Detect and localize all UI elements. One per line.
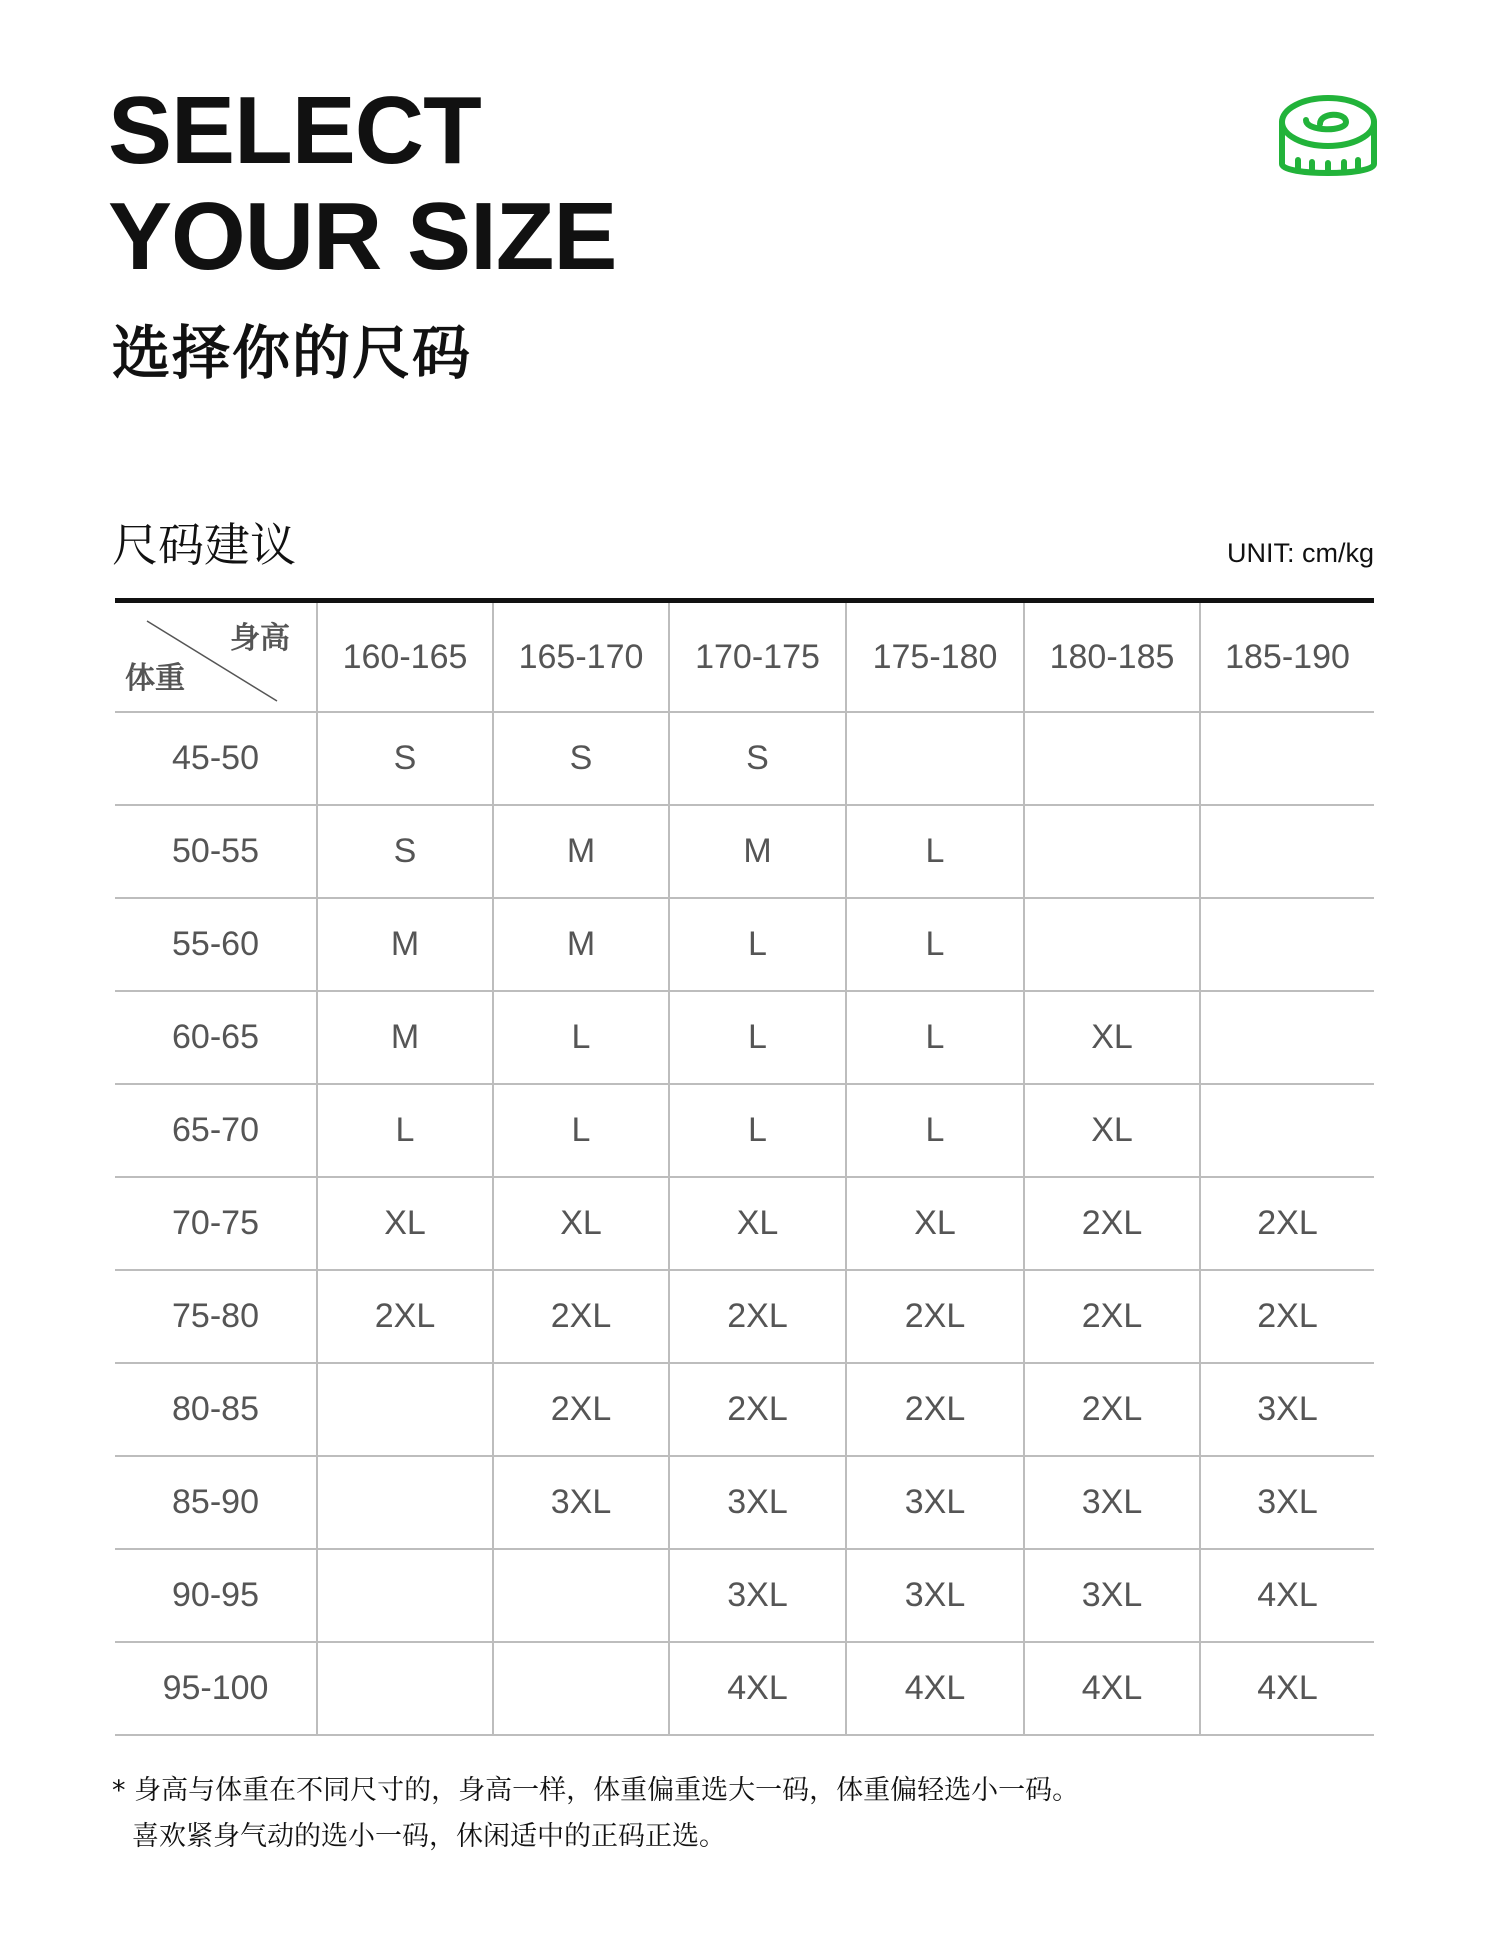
size-cell: M — [493, 898, 669, 991]
size-cell: 4XL — [1024, 1642, 1200, 1735]
size-cell: 2XL — [1200, 1270, 1374, 1363]
size-cell — [1024, 898, 1200, 991]
footnote-line-2: 喜欢紧身气动的选小一码，休闲适中的正码正选。 — [132, 1821, 726, 1852]
size-cell: 4XL — [846, 1642, 1024, 1735]
page-subtitle: 选择你的尺码 — [112, 319, 473, 387]
footnote — [112, 1768, 1079, 1860]
section-title: 尺码建议 — [112, 518, 296, 572]
size-cell — [317, 1456, 493, 1549]
size-cell: 3XL — [1200, 1456, 1374, 1549]
weight-cell: 65-70 — [115, 1084, 317, 1177]
size-cell — [317, 1549, 493, 1642]
size-cell: L — [493, 1084, 669, 1177]
table-row — [115, 1642, 1374, 1735]
table-row — [115, 991, 1374, 1084]
size-cell: 3XL — [669, 1549, 846, 1642]
size-cell — [493, 1642, 669, 1735]
size-cell: M — [317, 991, 493, 1084]
size-cell: L — [317, 1084, 493, 1177]
title-line-1: SELECT — [108, 77, 481, 184]
size-cell — [1200, 805, 1374, 898]
size-cell — [1024, 712, 1200, 805]
size-cell — [1200, 712, 1374, 805]
table-row — [115, 1177, 1374, 1270]
weight-cell: 75-80 — [115, 1270, 317, 1363]
table-row — [115, 898, 1374, 991]
size-cell: L — [846, 991, 1024, 1084]
size-cell — [493, 1549, 669, 1642]
size-cell: S — [669, 712, 846, 805]
size-cell: M — [669, 805, 846, 898]
size-cell: 2XL — [1024, 1270, 1200, 1363]
weight-cell: 70-75 — [115, 1177, 317, 1270]
height-header: 180-185 — [1024, 601, 1200, 713]
size-cell: 3XL — [846, 1456, 1024, 1549]
size-cell: XL — [1024, 991, 1200, 1084]
unit-label: UNIT: cm/kg — [1226, 538, 1374, 568]
size-cell: M — [317, 898, 493, 991]
weight-cell: 85-90 — [115, 1456, 317, 1549]
size-cell: M — [493, 805, 669, 898]
size-cell — [846, 712, 1024, 805]
weight-cell: 55-60 — [115, 898, 317, 991]
size-cell: 3XL — [1200, 1363, 1374, 1456]
size-cell: 3XL — [1024, 1456, 1200, 1549]
title-line-2: YOUR SIZE — [108, 183, 617, 290]
size-cell: 3XL — [846, 1549, 1024, 1642]
weight-cell: 50-55 — [115, 805, 317, 898]
header-row — [115, 601, 1374, 713]
size-cell: S — [493, 712, 669, 805]
size-cell: 2XL — [493, 1270, 669, 1363]
size-cell: 2XL — [1024, 1177, 1200, 1270]
size-cell — [1200, 1084, 1374, 1177]
height-header: 185-190 — [1200, 601, 1374, 713]
size-cell: 2XL — [317, 1270, 493, 1363]
size-cell: XL — [1024, 1084, 1200, 1177]
weight-cell: 60-65 — [115, 991, 317, 1084]
size-cell: XL — [669, 1177, 846, 1270]
weight-cell: 80-85 — [115, 1363, 317, 1456]
weight-cell: 95-100 — [115, 1642, 317, 1735]
table-row — [115, 1456, 1374, 1549]
size-cell: 2XL — [669, 1270, 846, 1363]
size-cell — [317, 1642, 493, 1735]
weight-cell: 90-95 — [115, 1549, 317, 1642]
size-cell: 2XL — [1024, 1363, 1200, 1456]
size-cell — [1200, 991, 1374, 1084]
table-row — [115, 712, 1374, 805]
size-cell — [317, 1363, 493, 1456]
table-row — [115, 1363, 1374, 1456]
table-row — [115, 1270, 1374, 1363]
size-cell: S — [317, 805, 493, 898]
corner-weight-label: 体重 — [125, 661, 185, 696]
measuring-tape-icon — [1276, 94, 1380, 184]
height-header: 175-180 — [846, 601, 1024, 713]
size-cell: XL — [493, 1177, 669, 1270]
size-cell — [1024, 805, 1200, 898]
footnote-line-1: * 身高与体重在不同尺寸的，身高一样，体重偏重选大一码，体重偏轻选小一码。 — [112, 1775, 1080, 1806]
size-cell: 4XL — [1200, 1549, 1374, 1642]
size-cell: L — [493, 991, 669, 1084]
size-cell: 2XL — [493, 1363, 669, 1456]
size-cell — [1200, 898, 1374, 991]
size-cell: 3XL — [493, 1456, 669, 1549]
size-cell: L — [669, 1084, 846, 1177]
height-header: 160-165 — [317, 601, 493, 713]
table-row — [115, 1549, 1374, 1642]
size-cell: S — [317, 712, 493, 805]
size-cell: 2XL — [669, 1363, 846, 1456]
size-cell: L — [669, 898, 846, 991]
weight-cell: 45-50 — [115, 712, 317, 805]
size-cell: XL — [846, 1177, 1024, 1270]
size-cell: 2XL — [846, 1363, 1024, 1456]
size-cell: L — [846, 805, 1024, 898]
table-row — [115, 805, 1374, 898]
corner-height-label: 身高 — [230, 621, 290, 656]
page-title — [108, 78, 616, 290]
size-cell: 4XL — [669, 1642, 846, 1735]
table-row — [115, 1084, 1374, 1177]
size-cell: XL — [317, 1177, 493, 1270]
size-cell: 2XL — [846, 1270, 1024, 1363]
height-header: 165-170 — [493, 601, 669, 713]
size-cell: 4XL — [1200, 1642, 1374, 1735]
height-header: 170-175 — [669, 601, 846, 713]
size-cell: 3XL — [669, 1456, 846, 1549]
size-chart-table — [115, 598, 1374, 1736]
size-cell: L — [846, 1084, 1024, 1177]
size-cell: 3XL — [1024, 1549, 1200, 1642]
size-cell: 2XL — [1200, 1177, 1374, 1270]
size-cell: L — [846, 898, 1024, 991]
corner-cell — [115, 601, 317, 713]
size-cell: L — [669, 991, 846, 1084]
